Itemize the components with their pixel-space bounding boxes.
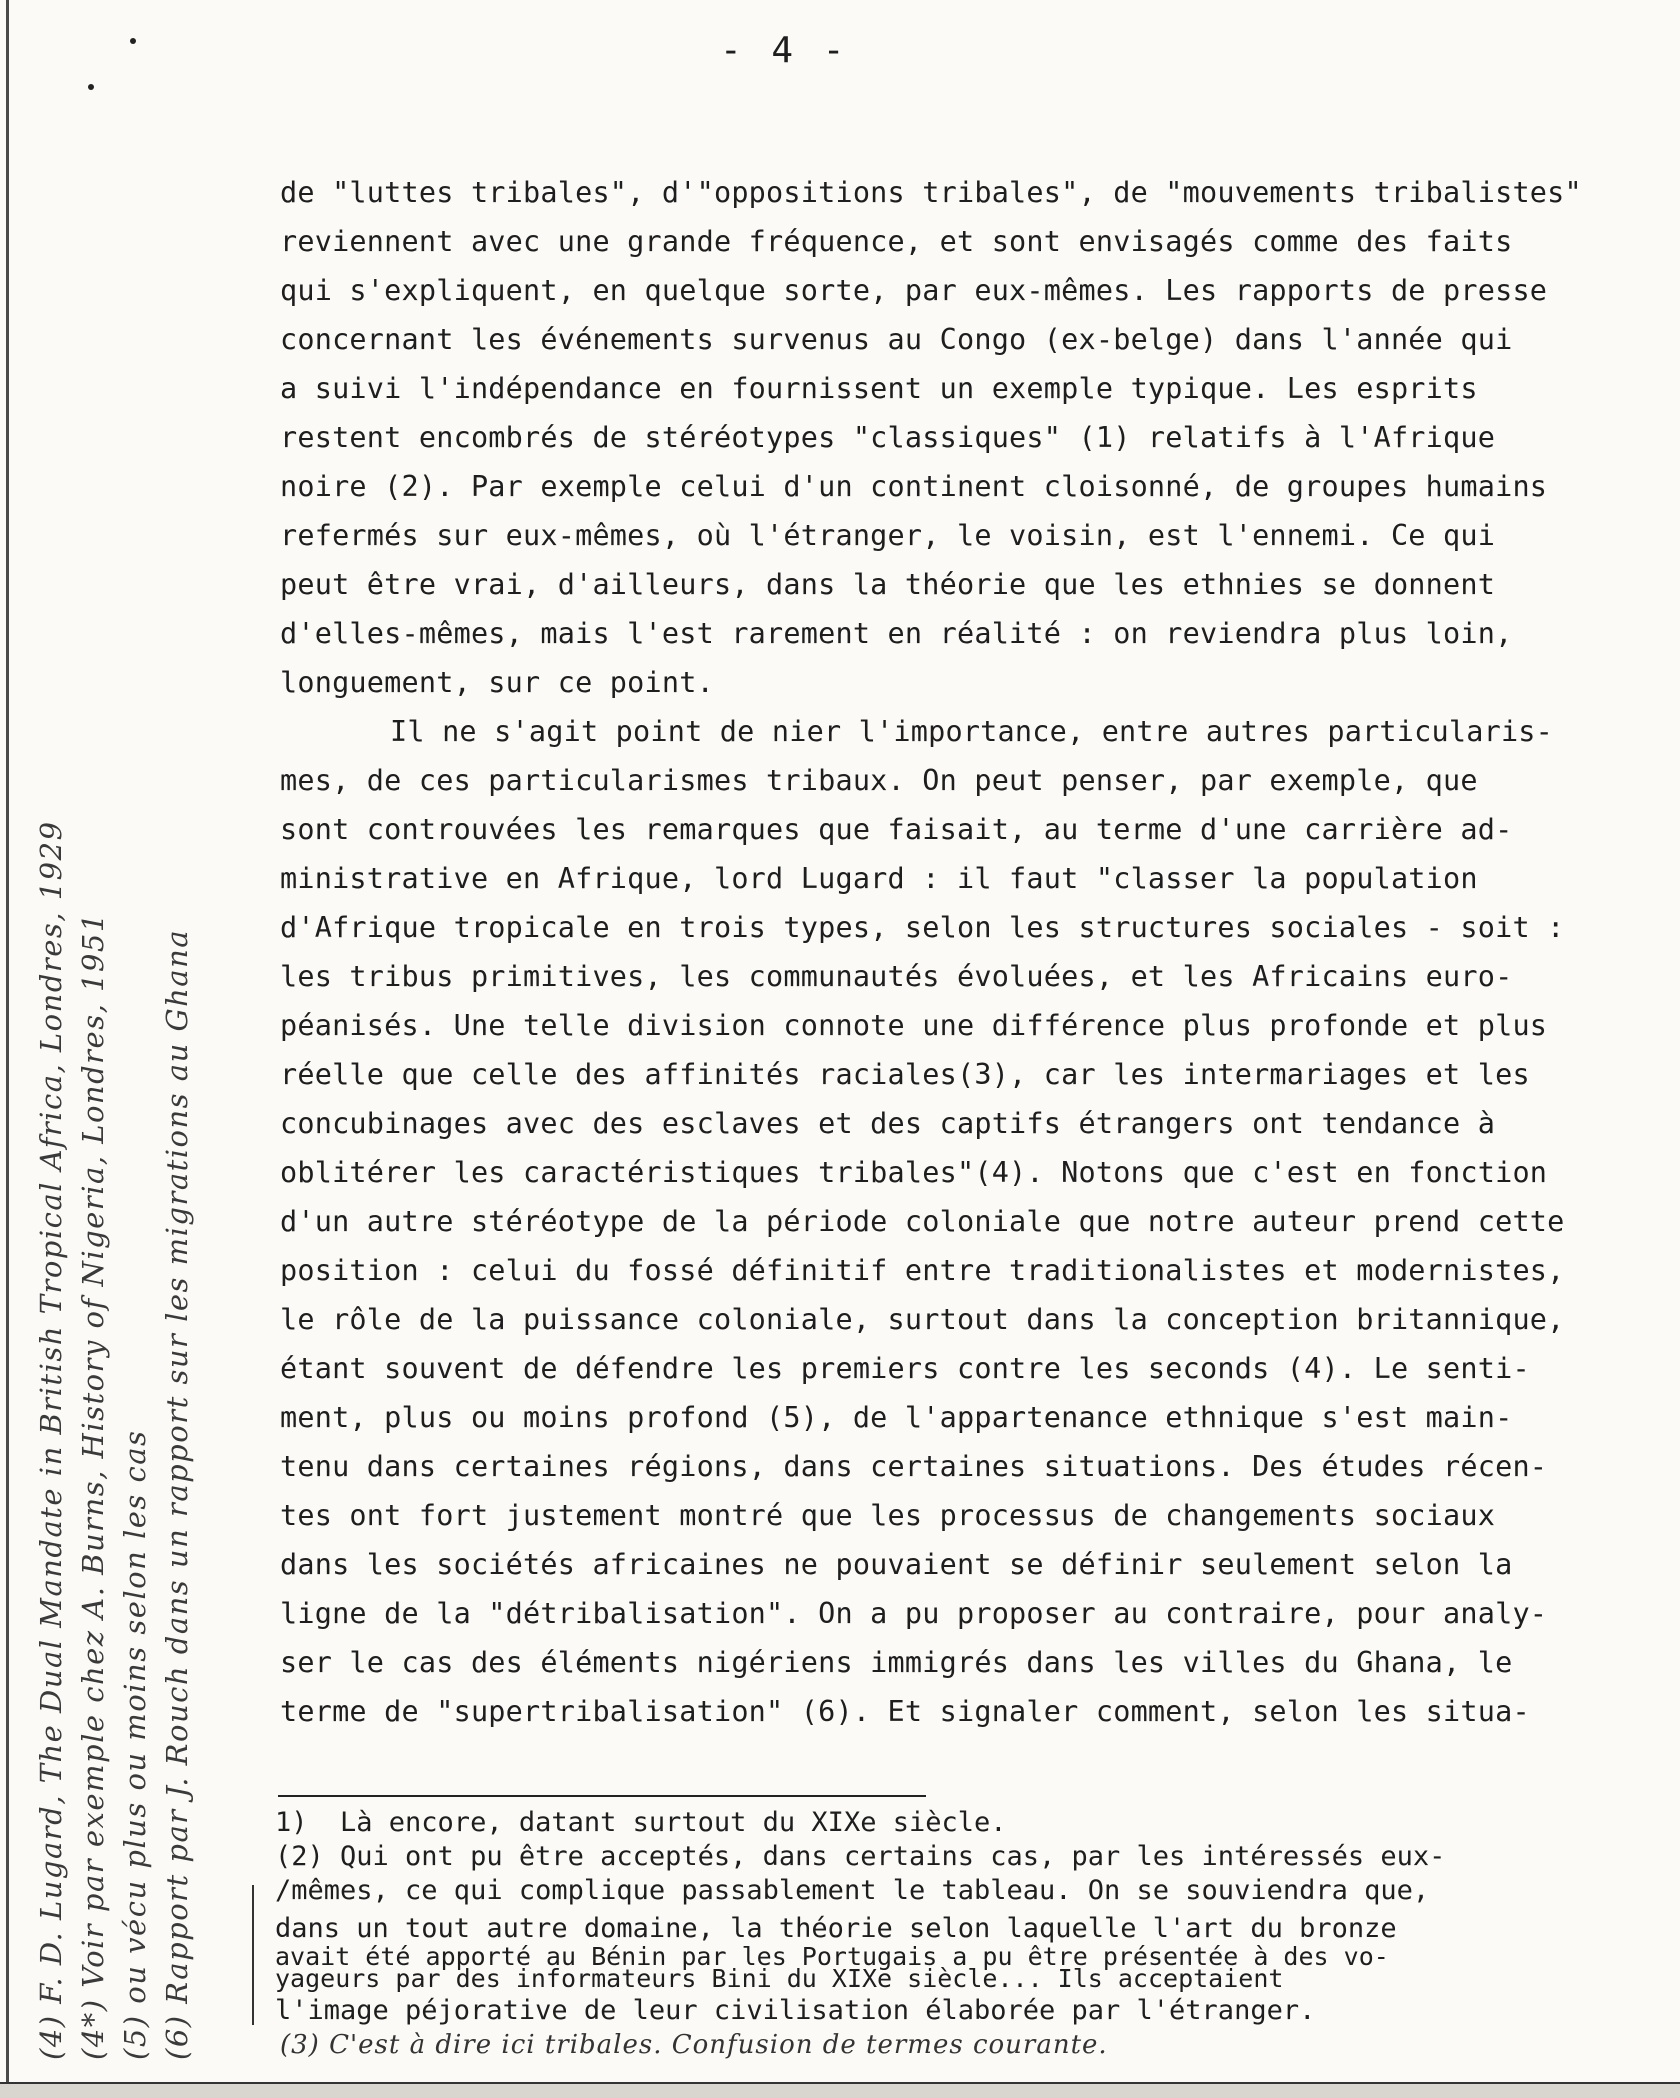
margin-note: (4*) Voir par exemple chez A. Burns, History of Nigeria, Londres, 1951 bbox=[76, 912, 110, 2060]
text-line: de "luttes tribales", d'"oppositions tribales", de "mouvements tribalistes" bbox=[280, 176, 1582, 209]
footnotes bbox=[275, 1806, 1665, 2028]
ink-speck bbox=[130, 38, 136, 44]
footnote-2-continued: l'image péjorative de leur civilisation élaborée par l'étranger. bbox=[275, 1995, 1316, 2026]
footnote-2-continued: avait été apporté au Bénin par les Portugais a pu être présentée à des vo- bbox=[275, 1942, 1389, 1971]
text-line: refermés sur eux-mêmes, où l'étranger, le voisin, est l'ennemi. Ce qui bbox=[280, 519, 1496, 552]
handwritten-bracket-mark bbox=[252, 1885, 254, 2025]
footnote-2-continued: /mêmes, ce qui complique passablement le tableau. On se souviendra que, bbox=[275, 1875, 1430, 1906]
text-line: oblitérer les caractéristiques tribales"(4). Notons que c'est en fonction bbox=[280, 1156, 1548, 1189]
page-number: - 4 - bbox=[720, 30, 849, 71]
text-line: d'Afrique tropicale en trois types, selon les structures sociales - soit : bbox=[280, 911, 1565, 944]
text-line: a suivi l'indépendance en fournissent un exemple typique. Les esprits bbox=[280, 372, 1478, 405]
margin-note: (4) F. D. Lugard, The Dual Mandate in British Tropical Africa, Londres, 1929 bbox=[34, 820, 68, 2060]
text-line: tenu dans certaines régions, dans certaines situations. Des études récen- bbox=[280, 1450, 1548, 1483]
footnote-2: (2) Qui ont pu être acceptés, dans certains cas, par les intéressés eux- bbox=[275, 1841, 1446, 1872]
text-line: concubinages avec des esclaves et des captifs étrangers ont tendance à bbox=[280, 1107, 1496, 1140]
footnote-2-continued: yageurs par des informateurs Bini du XIXe siècle... Ils acceptaient bbox=[275, 1964, 1284, 1993]
margin-note: (5) ou vécu plus ou moins selon les cas bbox=[118, 1429, 152, 2060]
text-line: peut être vrai, d'ailleurs, dans la théorie que les ethnies se donnent bbox=[280, 568, 1496, 601]
text-line: ser le cas des éléments nigériens immigrés dans les villes du Ghana, le bbox=[280, 1646, 1513, 1679]
text-line: d'elles-mêmes, mais l'est rarement en réalité : on reviendra plus loin, bbox=[280, 617, 1513, 650]
text-line: sont controuvées les remarques que faisait, au terme d'une carrière ad- bbox=[280, 813, 1513, 846]
text-line: ment, plus ou moins profond (5), de l'appartenance ethnique s'est main- bbox=[280, 1401, 1513, 1434]
text-line: réelle que celle des affinités raciales(3), car les intermariages et les bbox=[280, 1058, 1530, 1091]
handwritten-margin-notes bbox=[30, 460, 198, 2060]
text-line: péanisés. Une telle division connote une différence plus profonde et plus bbox=[280, 1009, 1548, 1042]
text-line: le rôle de la puissance coloniale, surtout dans la conception britannique, bbox=[280, 1303, 1565, 1336]
text-line: étant souvent de défendre les premiers contre les seconds (4). Le senti- bbox=[280, 1352, 1530, 1385]
text-line: terme de "supertribalisation" (6). Et signaler comment, selon les situa- bbox=[280, 1695, 1530, 1728]
text-line: mes, de ces particularismes tribaux. On peut penser, par exemple, que bbox=[280, 764, 1478, 797]
text-line: dans les sociétés africaines ne pouvaient se définir seulement selon la bbox=[280, 1548, 1513, 1581]
text-line: position : celui du fossé définitif entre traditionalistes et modernistes, bbox=[280, 1254, 1565, 1287]
handwritten-footnote: (3) C'est à dire ici tribales. Confusion de termes courante. bbox=[280, 2030, 1108, 2060]
text-line: qui s'expliquent, en quelque sorte, par eux-mêmes. Les rapports de presse bbox=[280, 274, 1548, 307]
paragraph-start-line: Il ne s'agit point de nier l'importance, entre autres particularis- bbox=[390, 715, 1554, 748]
text-line: ministrative en Afrique, lord Lugard : il faut "classer la population bbox=[280, 862, 1478, 895]
text-line: d'un autre stéréotype de la période coloniale que notre auteur prend cette bbox=[280, 1205, 1565, 1238]
text-line: ligne de la "détribalisation". On a pu proposer au contraire, pour analy- bbox=[280, 1597, 1548, 1630]
footnote-separator bbox=[278, 1795, 926, 1797]
footnote-1: 1) Là encore, datant surtout du XIXe siècle. bbox=[275, 1807, 1007, 1838]
text-line: les tribus primitives, les communautés évoluées, et les Africains euro- bbox=[280, 960, 1513, 993]
margin-note: (6) Rapport par J. Rouch dans un rapport sur les migrations au Ghana bbox=[160, 928, 194, 2060]
text-line: reviennent avec une grande fréquence, et sont envisagés comme des faits bbox=[280, 225, 1513, 258]
text-line: noire (2). Par exemple celui d'un continent cloisonné, de groupes humains bbox=[280, 470, 1548, 503]
text-line: concernant les événements survenus au Congo (ex-belge) dans l'année qui bbox=[280, 323, 1513, 356]
text-line: tes ont fort justement montré que les processus de changements sociaux bbox=[280, 1499, 1496, 1532]
body-text bbox=[280, 168, 1670, 1736]
page-left-edge bbox=[6, 0, 9, 2096]
text-line: restent encombrés de stéréotypes "classiques" (1) relatifs à l'Afrique bbox=[280, 421, 1496, 454]
footnote-2-continued: dans un tout autre domaine, la théorie selon laquelle l'art du bronze bbox=[275, 1913, 1397, 1944]
text-line: longuement, sur ce point. bbox=[280, 666, 714, 699]
ink-speck bbox=[88, 84, 94, 90]
